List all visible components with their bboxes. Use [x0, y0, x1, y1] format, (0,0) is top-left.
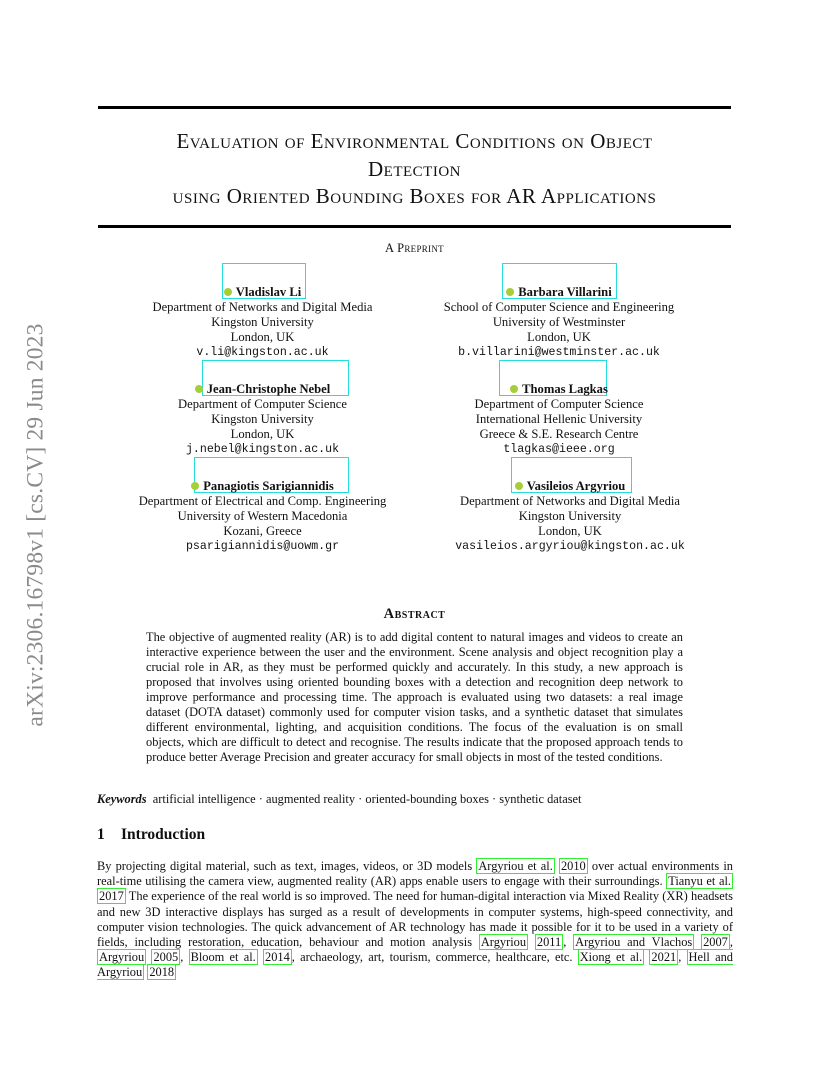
- orcid-icon[interactable]: [224, 288, 232, 296]
- body-text: By projecting digital material, such as text, images, videos, or 3D models: [97, 859, 477, 873]
- citation-link[interactable]: Tianyu et al.: [668, 874, 731, 889]
- orcid-icon[interactable]: [510, 385, 518, 393]
- abstract-heading: Abstract: [383, 606, 446, 622]
- orcid-icon[interactable]: [506, 288, 514, 296]
- citation-link[interactable]: Argyriou: [99, 950, 145, 965]
- section-heading: [97, 826, 205, 844]
- author-block: [125, 479, 400, 554]
- author-affiliation: Department of Electrical and Comp. Engineering: [138, 494, 387, 508]
- author-email[interactable]: psarigiannidis@uowm.gr: [185, 540, 340, 553]
- preprint-label: A Preprint: [385, 241, 444, 255]
- author-institution: University of Westminster: [492, 315, 626, 329]
- body-text: The experience of the real world is so improved. The need for human-digital interaction via Mixed Reality (XR) headsets and new 3D interactive displays has surged as a result of developments in computer systems, high-speed connectivity, and computer vision technologies. The quick advancement of AR technology has made it possible for it to be used in a variety of fields, including restoration, education, behaviour and motion analysis: [97, 889, 733, 950]
- author-location: Kozani, Greece: [223, 524, 302, 538]
- author-email[interactable]: tlagkas@ieee.org: [503, 443, 615, 456]
- author-name: Jean-Christophe Nebel: [206, 382, 331, 396]
- citation-link[interactable]: Argyriou and Vlachos: [575, 935, 693, 950]
- paper-title: [98, 128, 731, 211]
- citation-link[interactable]: Bloom et al.: [190, 950, 256, 965]
- citation-year-link[interactable]: 2007: [703, 935, 728, 950]
- body-text: , archaeology, art, tourism, commerce, healthcare, etc.: [291, 950, 578, 965]
- author-name: Vasileios Argyriou: [526, 479, 626, 493]
- author-affiliation: Department of Networks and Digital Media: [152, 300, 373, 314]
- author-institution: Kingston University: [518, 509, 622, 523]
- citation-link[interactable]: Argyriou: [480, 935, 527, 950]
- author-institution: Kingston University: [211, 412, 314, 426]
- keywords-line: [97, 792, 733, 807]
- citation-link[interactable]: Hell and Argyriou: [97, 950, 734, 980]
- citation-year-link[interactable]: 2014: [265, 950, 290, 965]
- author-affiliation: School of Computer Science and Engineering: [443, 300, 675, 314]
- title-line-2: Detection: [368, 156, 461, 181]
- bottom-title-rule: [98, 225, 731, 228]
- author-affiliation: Department of Networks and Digital Media: [460, 494, 680, 508]
- author-location: London, UK: [538, 524, 602, 538]
- body-text: over actual environments in real-time utilising the camera view, augmented reality (AR) apps enable users to engage with their surroundings.: [97, 859, 733, 889]
- keywords-label: Keywords: [97, 792, 147, 806]
- orcid-icon[interactable]: [191, 482, 199, 490]
- author-location: London, UK: [527, 330, 591, 344]
- citation-year-link[interactable]: 2017: [99, 889, 124, 904]
- abstract-text: The objective of augmented reality (AR) is to add digital content to natural images and videos to create an interactive experience between the user and the environment. Scene analysis and object recognition play a crucial role in AR, as they must be performed quickly and accurately. In this study, a new approach is proposed that involves using oriented bounding boxes with a detection and recognition deep network to improve performance and processing time. The approach is evaluated using two datasets: a real image dataset (DOTA dataset) commonly used for computer vision tasks, and a synthetic dataset that simulates different environmental, lighting, and acquisition conditions. The focus of the evaluation is on small objects, which are difficult to detect and recognise. The results indicate that the proposed approach tends to produce better Average Precision and greater accuracy for small objects in most of the tested conditions.: [146, 630, 683, 764]
- title-line-3: using Oriented Bounding Boxes for AR Applications: [172, 184, 657, 208]
- orcid-icon[interactable]: [195, 385, 203, 393]
- title-line-1: Evaluation of Environmental Conditions on Object: [176, 129, 653, 153]
- author-location: Greece & S.E. Research Centre: [479, 427, 639, 441]
- citation-year-link[interactable]: 2005: [153, 950, 179, 965]
- author-institution: University of Western Macedonia: [177, 509, 348, 523]
- citation-year-link[interactable]: 2021: [651, 950, 677, 965]
- citation-year-link[interactable]: 2011: [536, 935, 562, 950]
- citation-link[interactable]: Xiong et al.: [579, 950, 643, 965]
- author-email[interactable]: vasileios.argyriou@kingston.ac.uk: [455, 540, 685, 553]
- author-institution: Kingston University: [211, 315, 314, 329]
- author-location: London, UK: [230, 427, 295, 441]
- author-block: [420, 479, 720, 554]
- arxiv-id-text: arXiv:2306.16798v1 [cs.CV] 29 Jun 2023: [22, 323, 49, 727]
- author-name: Barbara Villarini: [518, 285, 612, 299]
- author-name: Panagiotis Sarigiannidis: [203, 479, 334, 493]
- citation-year-link[interactable]: 2018: [149, 965, 175, 980]
- author-email[interactable]: b.villarini@westminster.ac.uk: [458, 346, 660, 359]
- author-location: London, UK: [230, 330, 295, 344]
- top-rule: [98, 106, 731, 109]
- author-affiliation: Department of Computer Science: [178, 397, 347, 411]
- author-email[interactable]: v.li@kingston.ac.uk: [196, 346, 329, 359]
- section-number: 1: [97, 826, 105, 843]
- author-name: Vladislav Li: [235, 285, 302, 299]
- keywords-text: artificial intelligence · augmented reality · oriented-bounding boxes · synthetic dataset: [152, 792, 582, 806]
- author-block: [420, 382, 698, 457]
- introduction-paragraph: By projecting digital material, such as text, images, videos, or 3D models Argyriou et al. 2010 over actual environments in real-time utilising the camera view, augmented reality (AR) apps enable users to engage with their surroundings. Tianyu et al. 2017 The experience of the real world is so improved. The need for human-digital interaction via Mixed Reality (XR) headsets and new 3D interactive displays has surged as a result of developments in computer systems, high-speed connectivity, and computer vision technologies. The quick advancement of AR technology has made it possible for it to be used in a variety of fields, including restoration, education, behaviour and motion analysis Argyriou 2011 , Argyriou and Vlachos 2007 , Argyriou 2005 , Bloom et al. 2014 , archaeology, art, tourism, commerce, healthcare, etc. Xiong et al. 2021 , Hell and Argyriou 2018: [97, 859, 734, 980]
- arxiv-identifier-stamp[interactable]: [18, 290, 54, 760]
- author-name: Thomas Lagkas: [522, 382, 608, 396]
- author-block: [420, 285, 698, 360]
- citation-link[interactable]: Argyriou et al.: [478, 859, 553, 873]
- author-block: [130, 285, 395, 360]
- author-email[interactable]: j.nebel@kingston.ac.uk: [185, 443, 340, 456]
- author-institution: International Hellenic University: [475, 412, 643, 426]
- author-block: [130, 382, 395, 457]
- citation-year-link[interactable]: 2010: [560, 859, 586, 873]
- section-title: Introduction: [121, 826, 206, 843]
- orcid-icon[interactable]: [515, 482, 523, 490]
- author-affiliation: Department of Computer Science: [474, 397, 644, 411]
